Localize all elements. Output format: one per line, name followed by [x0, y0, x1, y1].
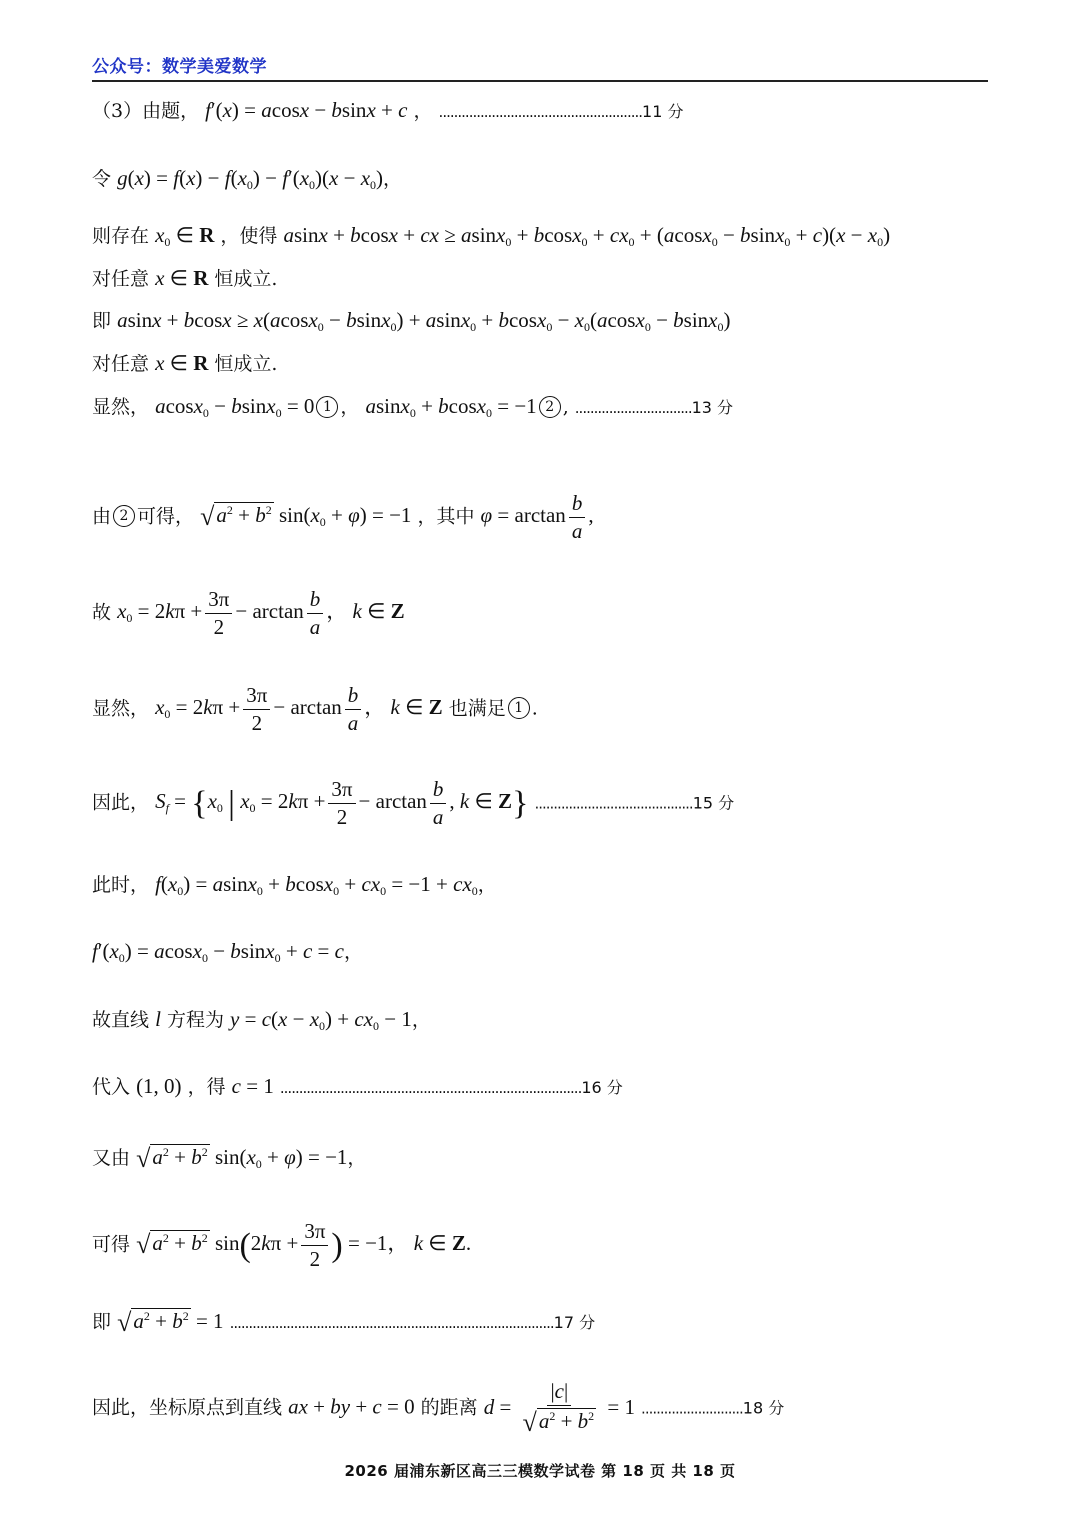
header-divider [92, 80, 988, 82]
formula: $√a^2 + b^2$ sin(2kπ + $\frac{3\pi}{2}$ ) = −1， k ∈ Z. [136, 1219, 472, 1272]
formula: f′(x) = acosx − bsinx + c [205, 98, 408, 122]
text-segment: 令 [92, 168, 112, 190]
text-segment: 可得， [137, 505, 195, 528]
circled-number-2: 2 [539, 396, 561, 418]
solution-line-9 [92, 588, 405, 639]
circled-number-2: 2 [113, 505, 135, 527]
text-segment: 代入 [92, 1076, 131, 1098]
solution-line-12: 此时， $f(x_0) = asinx_0 + bcosx_0 + cx_0 = -1 + cx_0$， [92, 872, 497, 898]
text-segment: 故 [92, 601, 112, 624]
formula: $x_0 = 2k\pi$ + $\frac{3\pi}{2}$ − arctan $\frac{b}{a}$ ， k ∈ Z [117, 587, 405, 640]
solution-line-7: 显然， acosx$_0$ − bsinx$_0$ = 0 1 ， asinx$_0$ + bcosx$_0$ = −1 2 , ...............................13 分 [92, 394, 734, 420]
solution-line-5 [92, 310, 731, 333]
score-leader: ................................................................................ [279, 1079, 582, 1097]
solution-line-11 [92, 778, 734, 829]
text-segment: 可得 [92, 1233, 131, 1256]
score-leader: .......................................... [534, 794, 693, 813]
text-segment: ，使得 [220, 225, 278, 247]
text-segment: 则存在 [92, 225, 150, 247]
text-segment: 因此，坐标原点到直线 [92, 1396, 283, 1419]
solution-line-13: $f'(x_0) = acosx_0 - bsinx_0 + c = c$， [92, 939, 363, 965]
score-label: 11 分 [642, 102, 684, 121]
solution-line-8 [92, 492, 594, 543]
formula: (1, 0) [136, 1074, 182, 1098]
circled-number-1: 1 [316, 396, 338, 418]
text-segment: （3）由题， [92, 100, 200, 122]
formula: $√a^2 + b^2 = 1$ [117, 1308, 224, 1337]
text-segment: 显然， [92, 697, 150, 720]
text-segment: 的距离 [420, 1396, 478, 1419]
score-label: 17 分 [553, 1313, 596, 1332]
score-leader: ...................................................... [438, 103, 643, 121]
formula: x ∈ R [155, 266, 209, 290]
solution-line-14: 故直线 l 方程为 $y = c(x - x_0) + cx_0 - 1$， [92, 1007, 431, 1033]
text-segment: 即 [92, 1311, 112, 1333]
formula: $S_f = \{x_0$ | $x_0 = 2k\pi$ + $\frac{3\pi}{2}$ − arctan $\frac{b}{a}$ , k ∈ Z} [155, 777, 529, 830]
score-label: 18 分 [742, 1398, 785, 1418]
formula: $√a^2 + b^2$ $\sin(x_0 + \varphi) = -1$ [200, 502, 412, 532]
text-segment: 对任意 [92, 268, 150, 290]
score-label: 15 分 [692, 793, 735, 813]
text-segment: 由 [92, 505, 112, 528]
text-segment: 又由 [92, 1147, 131, 1169]
formula: ax + by + c = 0 [288, 1394, 415, 1419]
solution-line-6 [92, 353, 277, 374]
solution-line-2: 令 $g(x) = f(x) - f(x_0) - f'(x_0)(x - x_0)$， [92, 166, 403, 192]
solution-line-15 [92, 1076, 623, 1097]
formula: asinx$_0$ + bcosx$_0$ = −1 [365, 394, 537, 420]
solution-line-17 [92, 1220, 471, 1271]
text-segment: 因此， [92, 791, 150, 814]
score-leader: ........................... [641, 1399, 743, 1418]
formula: acosx$_0$ − bsinx$_0$ = 0 [155, 394, 315, 420]
formula: $asinx + bcosx \ge x(acosx_0 - bsinx_0) + asinx_0 + bcosx_0 - x_0(acosx_0 - bsinx_0)$ [117, 308, 731, 334]
score-label: 16 分 [581, 1078, 623, 1097]
text-segment: 对任意 [92, 353, 150, 375]
text-segment: 恒成立. [214, 268, 278, 290]
page-header-title: 公众号：数学美爱数学 [92, 57, 267, 77]
circled-number-1: 1 [508, 697, 530, 719]
formula: $√a^2 + b^2$ $\sin(x_0 + \varphi) = -1$ [136, 1144, 348, 1173]
score-leader: ...................................................................................... [229, 1314, 554, 1332]
score-leader: ............................... [574, 399, 692, 417]
formula: c = 1 [231, 1074, 274, 1098]
page-footer: 2026 届浦东新区高三三模数学试卷 第 18 页 共 18 页 [344, 1462, 736, 1480]
formula: $g(x) = f(x) - f(x_0) - f'(x_0)(x - x_0)$ [117, 166, 384, 192]
formula: x ∈ R [155, 351, 209, 375]
formula: $f(x_0) = asinx_0 + bcosx_0 + cx_0 = -1 + cx_0$ [155, 872, 478, 898]
formula: asinx + bcosx + cx ≥ $asinx_0 + bcosx_0 + cx_0 + (acosx_0 - bsinx_0 + c)(x - x_0)$ [283, 223, 891, 249]
solution-line-10: 显然， $x_0 = 2k\pi$ + $\frac{3\pi}{2}$ − arctan $\frac{b}{a}$ ， k ∈ Z 也满足 1 . [92, 683, 538, 736]
text-segment: 即 [92, 310, 112, 332]
solution-line-1: （3）由题， f′(x) = acosx − bsinx + c ， ......................................................11 分 [92, 98, 684, 122]
text-segment: 恒成立. [214, 353, 278, 375]
text-segment: ，其中 [417, 505, 475, 528]
text-segment: 显然， [92, 396, 150, 418]
text-segment: 此时， [92, 874, 150, 896]
text-segment: 故直线 [92, 1009, 150, 1031]
formula: $y = c(x - x_0) + cx_0 - 1$ [230, 1007, 412, 1033]
solution-line-4 [92, 268, 277, 289]
score-label: 13 分 [691, 398, 734, 417]
solution-line-3 [92, 225, 890, 248]
formula: $x_0$ ∈ R [155, 223, 215, 249]
formula: $f'(x_0) = acosx_0 - bsinx_0 + c = c$ [92, 939, 344, 965]
solution-line-19 [92, 1380, 784, 1438]
formula: l [155, 1007, 161, 1031]
text-segment: ，得 [187, 1076, 226, 1098]
solution-line-16: 又由 $√a^2 + b^2$ $\sin(x_0 + \varphi) = -1$， [92, 1144, 367, 1173]
solution-line-18 [92, 1308, 595, 1336]
text-segment: 也满足 [448, 697, 506, 720]
formula: $x_0 = 2k\pi$ + $\frac{3\pi}{2}$ − arctan $\frac{b}{a}$ ， k ∈ Z [155, 683, 443, 736]
text-segment: 方程为 [166, 1009, 224, 1031]
formula: d = $\frac{|c|}{√a^2 + b^2}$ = 1 [483, 1379, 635, 1438]
formula: φ = arctan $\frac{b}{a}$ , [480, 491, 594, 544]
